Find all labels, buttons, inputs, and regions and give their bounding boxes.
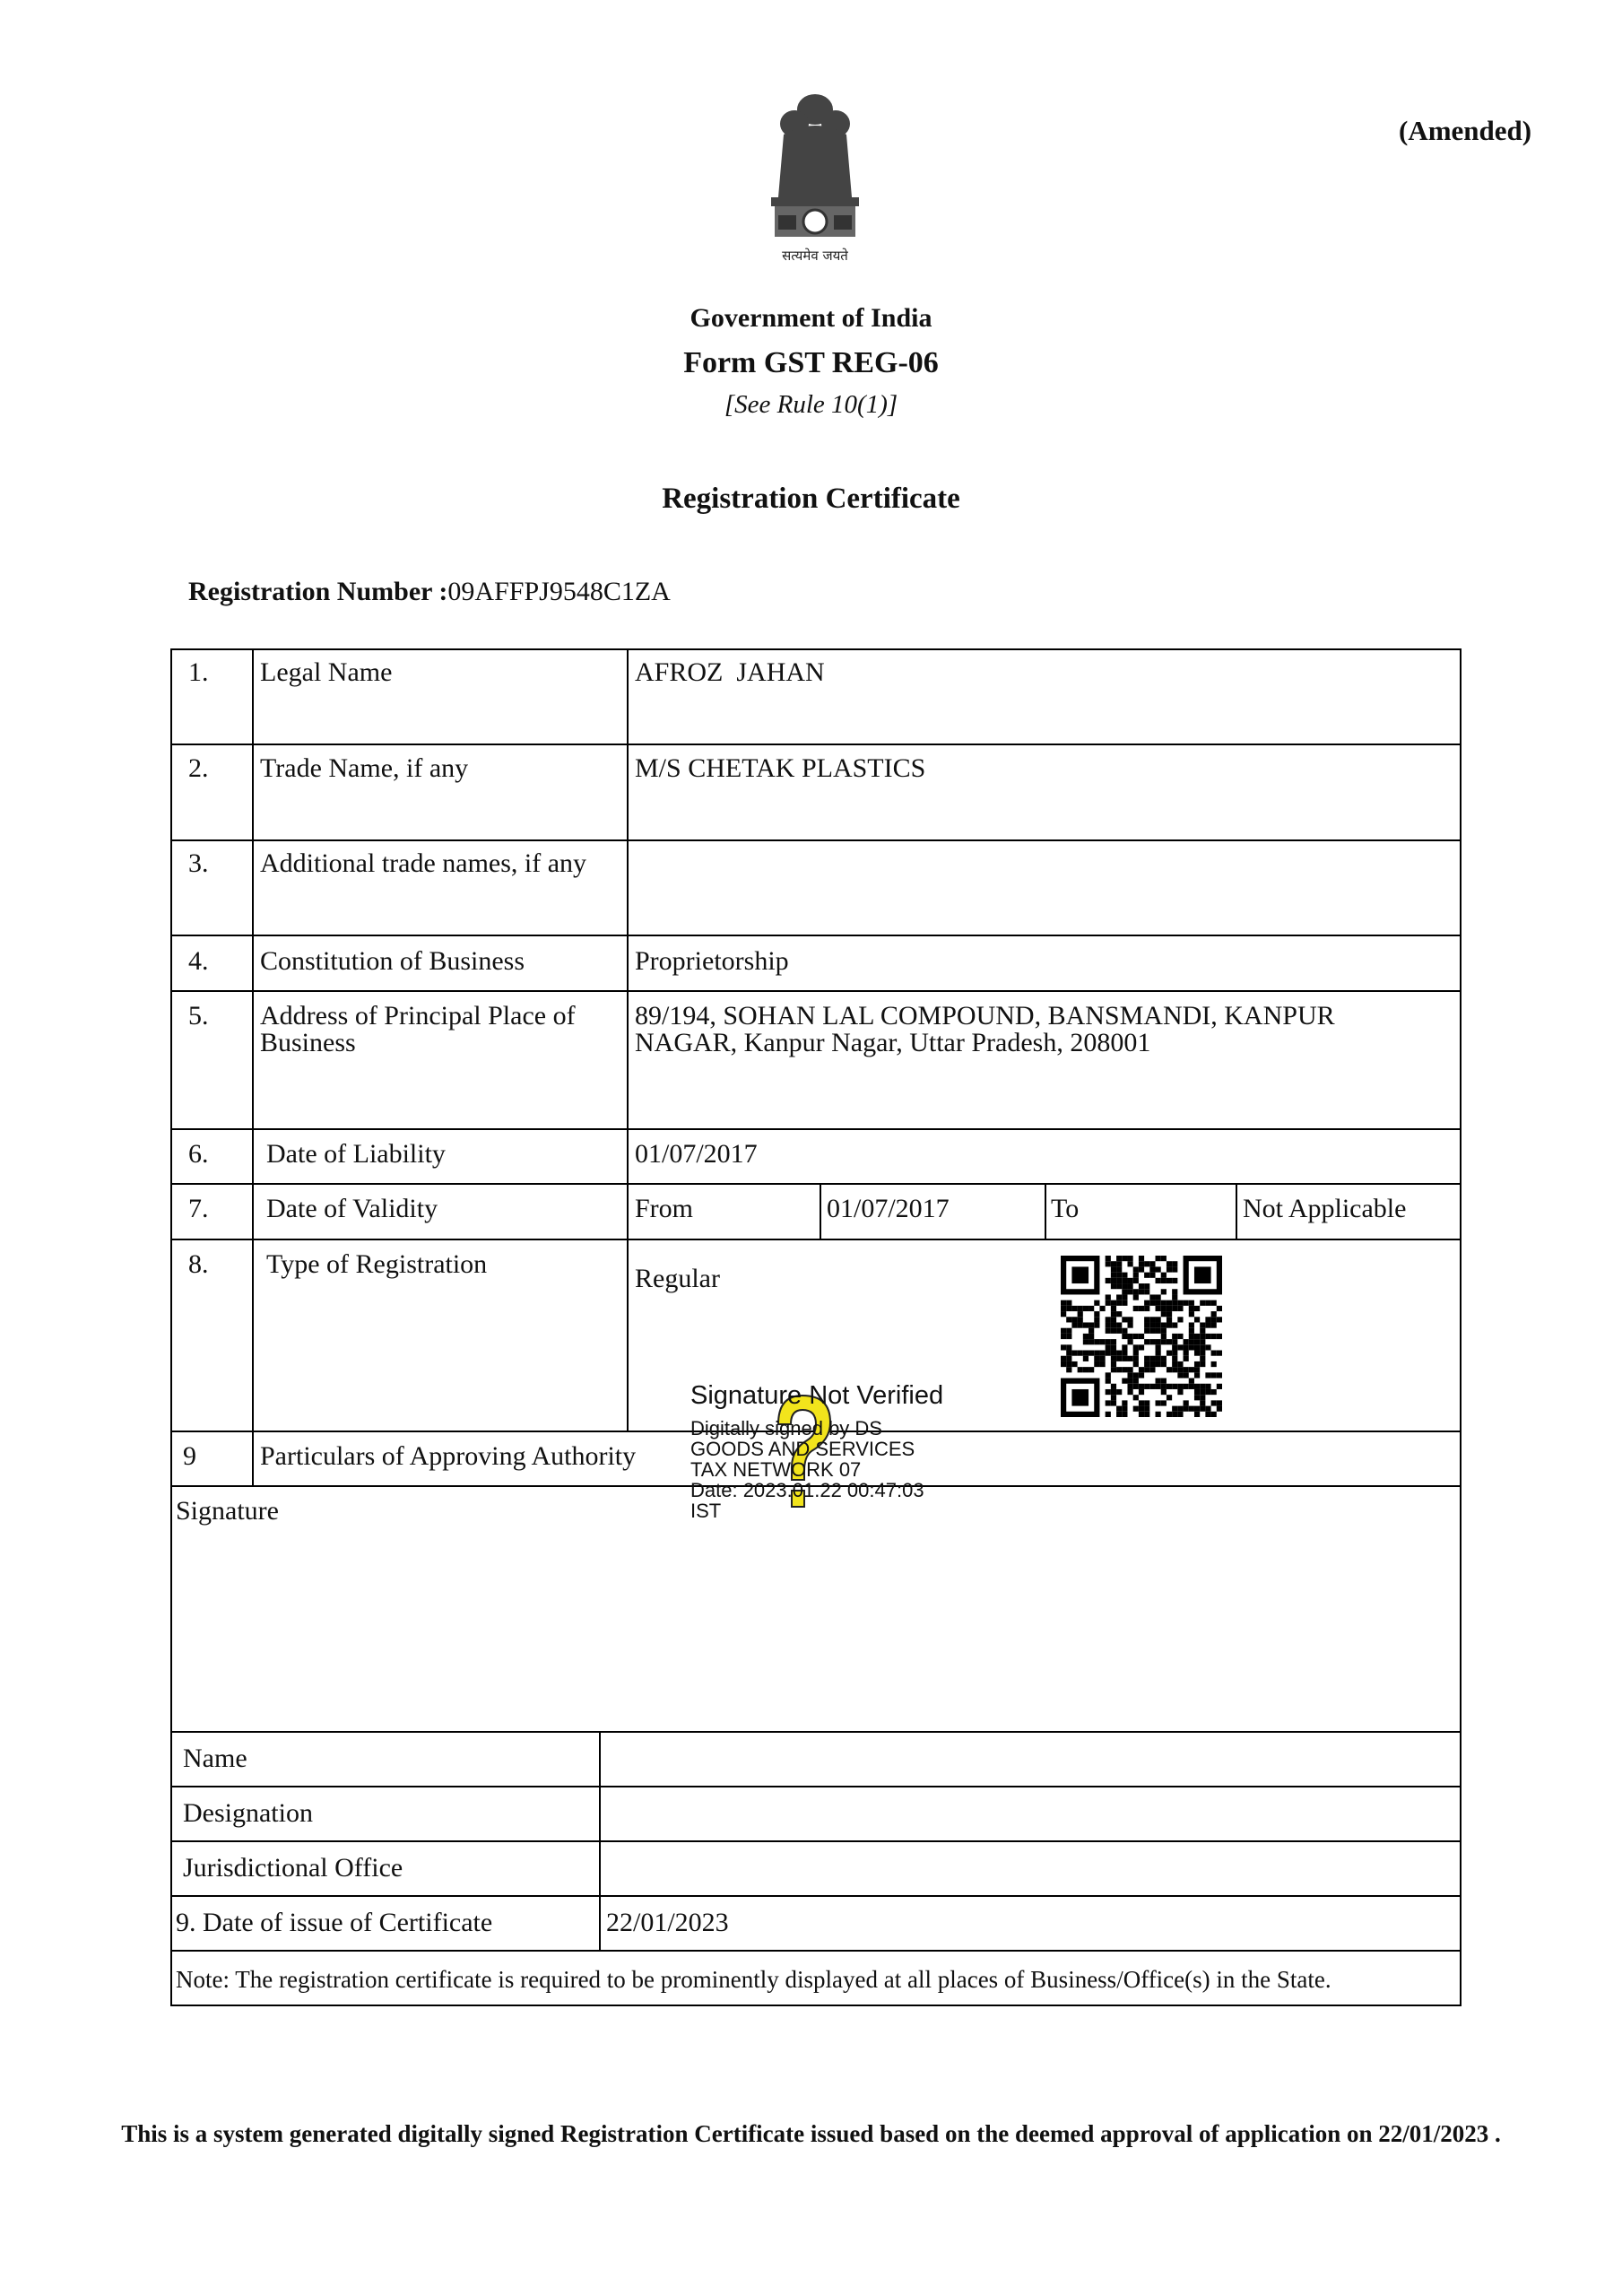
signature-detail-line: IST [690, 1500, 722, 1522]
row-number: 3. [188, 848, 209, 878]
date-of-liability-label: Date of Liability [266, 1139, 446, 1169]
certificate-title: Registration Certificate [662, 483, 960, 515]
government-heading: Government of India [690, 303, 932, 333]
digital-signature-block [690, 1381, 943, 1521]
emblem-motto: सत्यमेव जयते [782, 248, 848, 264]
address-value-line2: NAGAR, Kanpur Nagar, Uttar Pradesh, 208001 [635, 1028, 1151, 1057]
validity-from-date: 01/07/2017 [827, 1194, 950, 1223]
validity-to-value: Not Applicable [1243, 1194, 1407, 1223]
signature-detail-line: Date: 2023.01.22 00:47:03 [690, 1479, 924, 1501]
name-label: Name [183, 1744, 247, 1773]
legal-name-value: AFROZ JAHAN [635, 657, 825, 687]
additional-trade-names-label: Additional trade names, if any [260, 848, 587, 878]
row-number: 1. [188, 657, 209, 687]
row-number: 5. [188, 1001, 209, 1031]
row-number: 4. [188, 946, 209, 976]
amended-label: (Amended) [1399, 115, 1532, 146]
address-value-line1: 89/194, SOHAN LAL COMPOUND, BANSMANDI, KANPUR [635, 1001, 1335, 1031]
row-number: 6. [188, 1139, 209, 1169]
constitution-value: Proprietorship [635, 946, 789, 976]
address-label-line1: Address of Principal Place of [260, 1001, 576, 1031]
trade-name-value: M/S CHETAK PLASTICS [635, 753, 926, 783]
issue-date-label: 9. Date of issue of Certificate [176, 1908, 493, 1937]
row-number: 2. [188, 753, 209, 783]
rule-reference: [See Rule 10(1)] [724, 390, 898, 419]
approving-authority-label: Particulars of Approving Authority [260, 1441, 637, 1471]
legal-name-label: Legal Name [260, 657, 393, 687]
date-of-validity-label: Date of Validity [266, 1194, 438, 1223]
jurisdictional-office-label: Jurisdictional Office [183, 1853, 403, 1883]
type-of-registration-label: Type of Registration [266, 1249, 488, 1279]
designation-label: Designation [183, 1798, 313, 1828]
state-emblem-icon [759, 90, 872, 269]
row-number: 8. [188, 1249, 209, 1279]
row-number: 9 [183, 1441, 196, 1471]
signature-label: Signature [176, 1496, 279, 1526]
signature-detail-line: TAX NETWORK 07 [690, 1458, 862, 1481]
validity-to-label: To [1051, 1194, 1080, 1223]
registration-number-line [188, 577, 671, 607]
registration-number-label: Registration Number : [188, 577, 448, 606]
qr-code [1061, 1256, 1222, 1417]
footer-note: This is a system generated digitally signed Registration Certificate issued based on the deemed approval of application on 22/01/2023 . [121, 2120, 1501, 2147]
address-label-line2: Business [260, 1028, 356, 1057]
form-name: Form GST REG-06 [683, 346, 939, 379]
row-number: 7. [188, 1194, 209, 1223]
trade-name-label: Trade Name, if any [260, 753, 469, 783]
signature-status: Signature Not Verified [690, 1381, 944, 1410]
signature-detail-line: Digitally signed by DS [690, 1417, 882, 1439]
validity-from-label: From [635, 1194, 694, 1223]
issue-date-value: 22/01/2023 [606, 1908, 729, 1937]
type-of-registration-value: Regular [635, 1264, 720, 1293]
constitution-label: Constitution of Business [260, 946, 525, 976]
signature-detail-line: GOODS AND SERVICES [690, 1438, 915, 1460]
date-of-liability-value: 01/07/2017 [635, 1139, 758, 1169]
display-note: Note: The registration certificate is required to be prominently displayed at all places of Business/Office(s) in the State. [176, 1966, 1331, 1993]
registration-number: 09AFFPJ9548C1ZA [447, 577, 671, 606]
